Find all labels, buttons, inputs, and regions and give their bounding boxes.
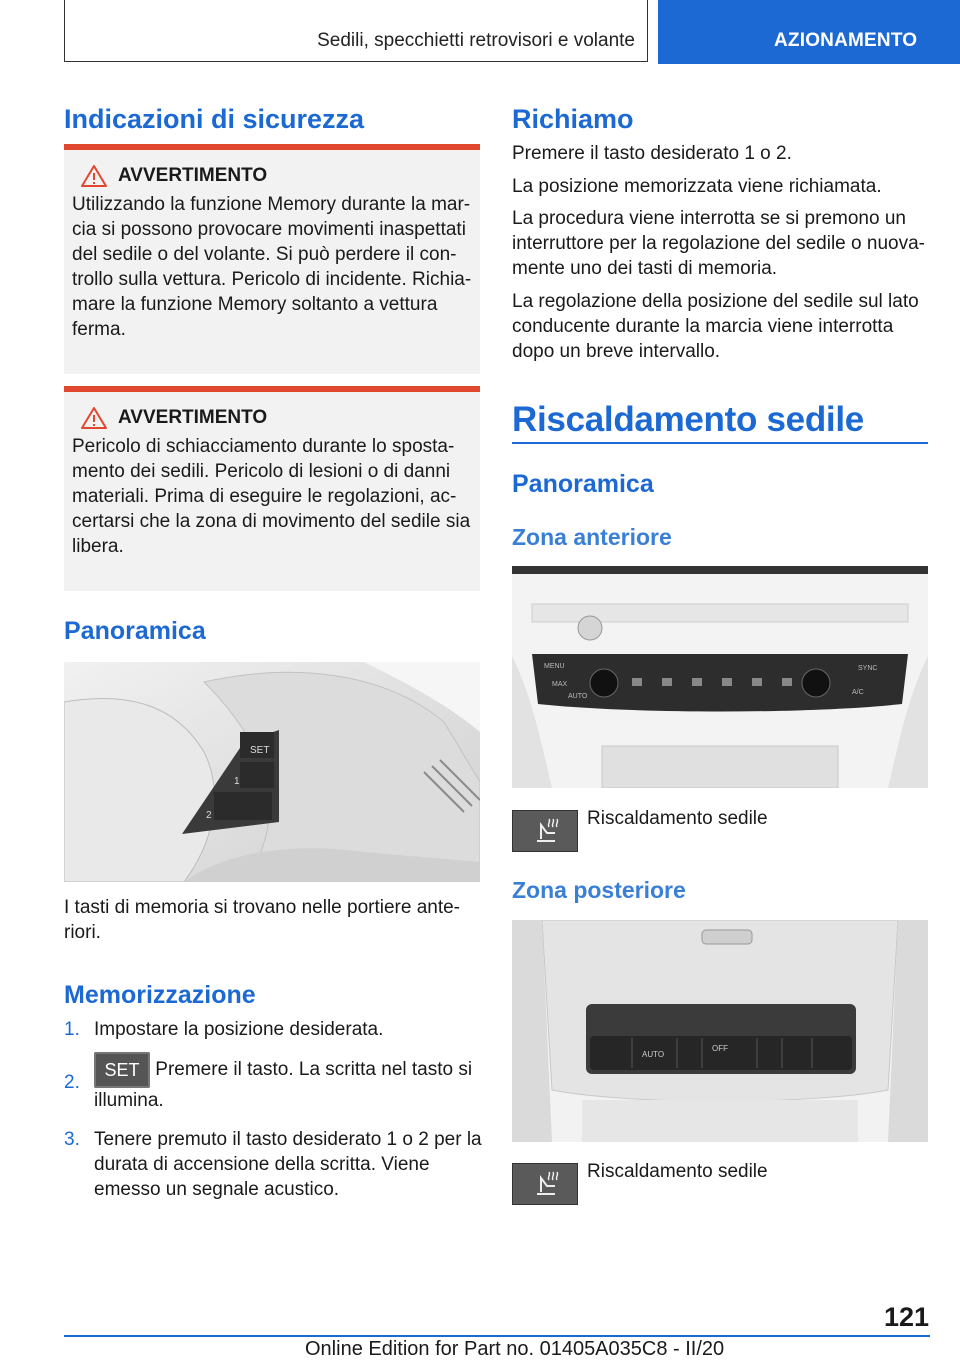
step-number: 3. (64, 1129, 80, 1150)
safety-heading: Indicazioni di sicurezza (64, 104, 365, 134)
seat-heating-icon (513, 1164, 577, 1204)
overview-heading: Panoramica (64, 617, 206, 645)
warning-title: AVVERTIMENTO (118, 407, 268, 428)
step-text-wrapper (94, 1052, 474, 1113)
warning-box-2 (64, 386, 480, 591)
step-1 (64, 1017, 480, 1042)
memorize-heading: Memorizzazione (64, 981, 256, 1009)
front-legend-text: Riscaldamento sedile (587, 808, 768, 829)
front-panel-illustration (512, 566, 928, 788)
step-3 (64, 1127, 480, 1207)
front-max-label: MAX (552, 681, 568, 688)
footer-rule (64, 1335, 930, 1337)
front-climate-panel-photo (512, 566, 928, 788)
step-number: 2. (64, 1072, 80, 1093)
front-menu-label: MENU (544, 663, 565, 670)
page-number: 121 (884, 1302, 930, 1332)
rear-zone-heading: Zona posteriore (512, 877, 686, 903)
recall-para-4: La regolazione della posizione del sedile sul lato conducente durante la marcia viene interrotta dopo un breve intervallo. (512, 291, 919, 362)
rear-off-label: OFF (712, 1044, 728, 1053)
rear-panel-illustration (512, 920, 928, 1142)
step-text: Tenere premuto il tasto desiderato 1 o 2 per la durata di accensione della scritta. Viene emesso un segnale acustico. (94, 1129, 482, 1200)
seat-heating-button-icon (512, 1163, 578, 1205)
header-chapter-tab[interactable] (658, 0, 960, 64)
door-caption: I tasti di memoria si trovano nelle portiere ante-riori. (64, 897, 461, 943)
heading-rule (512, 442, 928, 444)
door-panel-illustration (64, 662, 480, 882)
door-key-2-label: 2 (206, 810, 212, 821)
warning-title: AVVERTIMENTO (118, 165, 268, 186)
door-memory-buttons-photo (64, 662, 480, 882)
recall-heading: Richiamo (512, 104, 634, 134)
set-key-icon: SET (94, 1052, 150, 1088)
door-key-1-label: 1 (234, 776, 240, 787)
front-sync-label: SYNC (858, 665, 878, 672)
header-chapter-label: AZIONAMENTO (774, 30, 918, 51)
warning-box-1 (64, 144, 480, 374)
front-zone-heading: Zona anteriore (512, 524, 672, 550)
heating-overview-heading: Panoramica (512, 470, 654, 498)
warning-triangle-icon (80, 164, 108, 188)
recall-para-2: La posizione memorizzata viene richiamata. (512, 176, 882, 197)
warning-body: Pericolo di schiacciamento durante lo sposta-mento dei sedili. Pericolo di lesioni o di danni materiali. Prima di eseguire le regolazioni, ac-certarsi che la zona di movimento del sedile sia libera. (72, 436, 471, 557)
seat-heating-icon (513, 811, 577, 851)
step-number: 1. (64, 1019, 80, 1040)
header-section-title: Sedili, specchietti retrovisori e volante (317, 30, 635, 51)
seat-heating-heading: Riscaldamento sedile (512, 400, 864, 439)
front-ac-label: A/C (852, 689, 864, 696)
recall-para-3: La procedura viene interrotta se si premono un interruttore per la regolazione del sedile o nuova-mente uno dei tasti di memoria. (512, 208, 925, 279)
recall-para-1: Premere il tasto desiderato 1 o 2. (512, 143, 792, 164)
step-text: Impostare la posizione desiderata. (94, 1019, 384, 1040)
rear-legend-text: Riscaldamento sedile (587, 1161, 768, 1182)
door-key-set-label: SET (250, 745, 270, 756)
step-2 (64, 1052, 480, 1122)
seat-heating-button-icon (512, 810, 578, 852)
front-auto-label: AUTO (568, 693, 588, 700)
rear-auto-label: AUTO (642, 1050, 665, 1059)
warning-triangle-icon (80, 406, 108, 430)
edition-text: Online Edition for Part no. 01405A035C8 - II/20 (305, 1338, 725, 1360)
step-text: Premere il tasto. La scritta nel tasto si illumina. (94, 1059, 473, 1111)
warning-body: Utilizzando la funzione Memory durante la mar-cia si possono provocare movimenti inaspettati del sedile o del volante. Si può perdere il con-trollo sulla vettura. Pericolo di incidente. Richia-mare la funzione Memory soltanto a vettura ferma. (72, 194, 472, 340)
rear-climate-panel-photo (512, 920, 928, 1142)
header-section-box (64, 0, 648, 62)
